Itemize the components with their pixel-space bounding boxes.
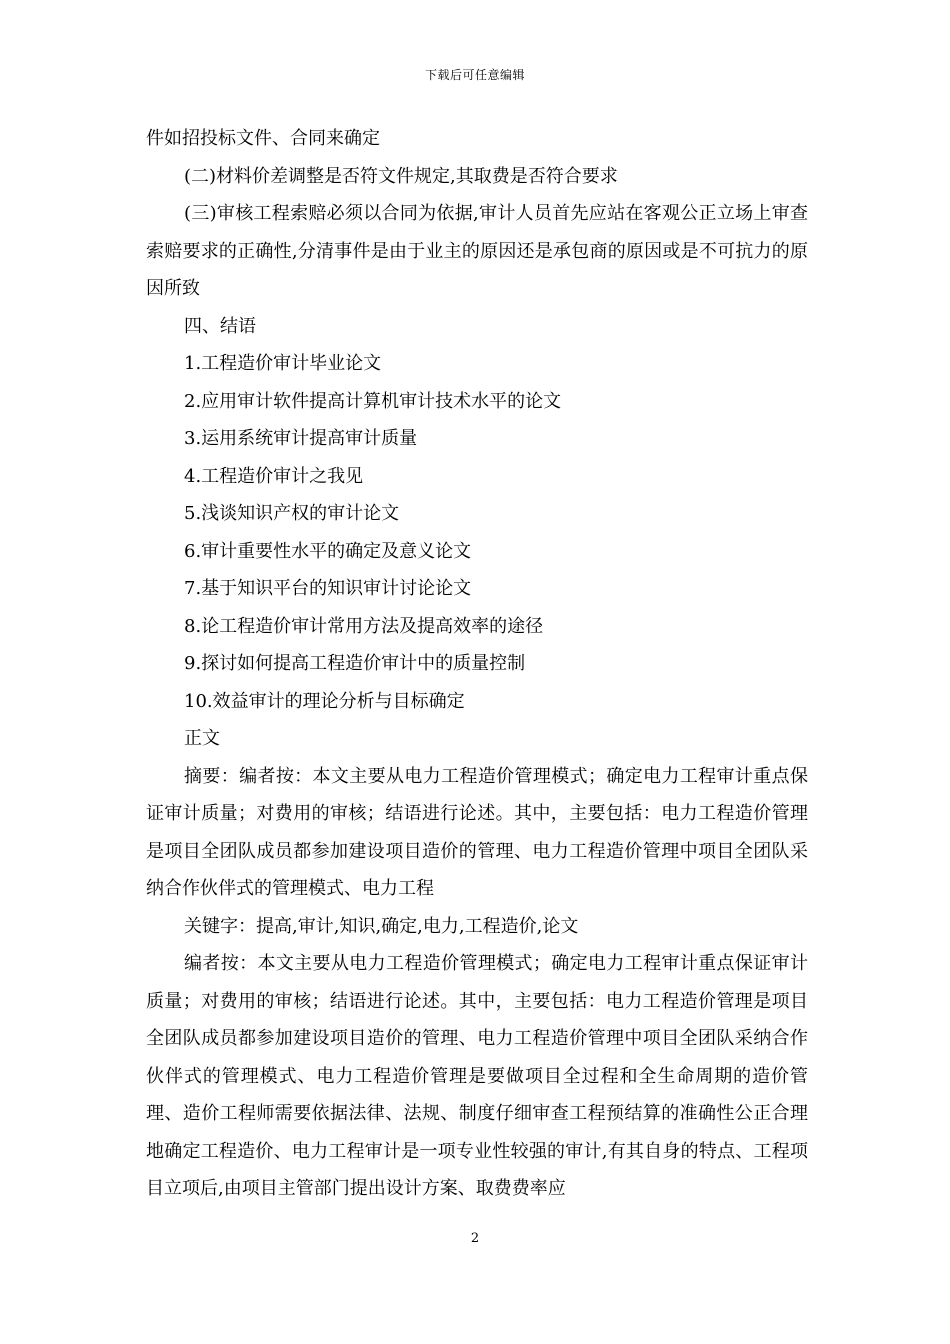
paragraph-continuation: 件如招投标文件、合同来确定: [146, 128, 380, 149]
list-item: 10.效益审计的理论分析与目标确定: [184, 690, 465, 712]
list-item: 2.应用审计软件提高计算机审计技术水平的论文: [184, 390, 562, 412]
section-heading-conclusion: 四、结语: [184, 315, 256, 337]
abstract-paragraph: 摘要：编者按：本文主要从电力工程造价管理模式；确定电力工程审计重点保证审计质量；对费用的审核；结语进行论述。其中，主要包括：电力工程造价管理是项目全团队成员都参加建设项目造价的管理、电力工程造价管理中项目全团队采纳合作伙伴式的管理模式、电力工程: [146, 765, 808, 899]
body-heading: 正文: [184, 728, 220, 749]
page-number: 2: [470, 1231, 480, 1246]
list-item: 7.基于知识平台的知识审计讨论论文: [184, 578, 472, 599]
editor-note-paragraph: 编者按：本文主要从电力工程造价管理模式；确定电力工程审计重点保证审计质量；对费用的审核；结语进行论述。其中，主要包括：电力工程造价管理是项目全团队成员都参加建设项目造价的管理、电力工程造价管理中项目全团队采纳合作伙伴式的管理模式、电力工程造价管理是要做项目全过程和全生命周期的造价管理、造价工程师需要依据法律、法规、制度仔细审查工程预结算的准确性公正合理地确定工程造价、电力工程审计是一项专业性较强的审计,有其自身的特点、工程项目立项后,由项目主管部门提出设计方案、取费费率应: [146, 953, 808, 1199]
list-item: 5.浅谈知识产权的审计论文: [184, 503, 400, 524]
list-item: 6.审计重要性水平的确定及意义论文: [184, 540, 472, 562]
list-item: 4.工程造价审计之我见: [184, 465, 364, 487]
keywords-paragraph: 关键字：提高,审计,知识,确定,电力,工程造价,论文: [184, 915, 579, 937]
list-item: 9.探讨如何提高工程造价审计中的质量控制: [184, 653, 526, 674]
page-header: 下载后可任意编辑: [424, 68, 525, 82]
paragraph-claims-audit: (三)审核工程索赔必须以合同为依据,审计人员首先应站在客观公正立场上审查索赔要求的正确性,分清事件是由于业主的原因还是承包商的原因或是不可抗力的原因所致: [146, 203, 808, 299]
document-body: [146, 120, 808, 1208]
list-item: 1.工程造价审计毕业论文: [184, 353, 382, 374]
list-item: 3.运用系统审计提高审计质量: [184, 428, 418, 449]
list-item: 8.论工程造价审计常用方法及提高效率的途径: [184, 615, 544, 637]
paragraph-material-price: (二)材料价差调整是否符文件规定,其取费是否符合要求: [184, 165, 618, 187]
